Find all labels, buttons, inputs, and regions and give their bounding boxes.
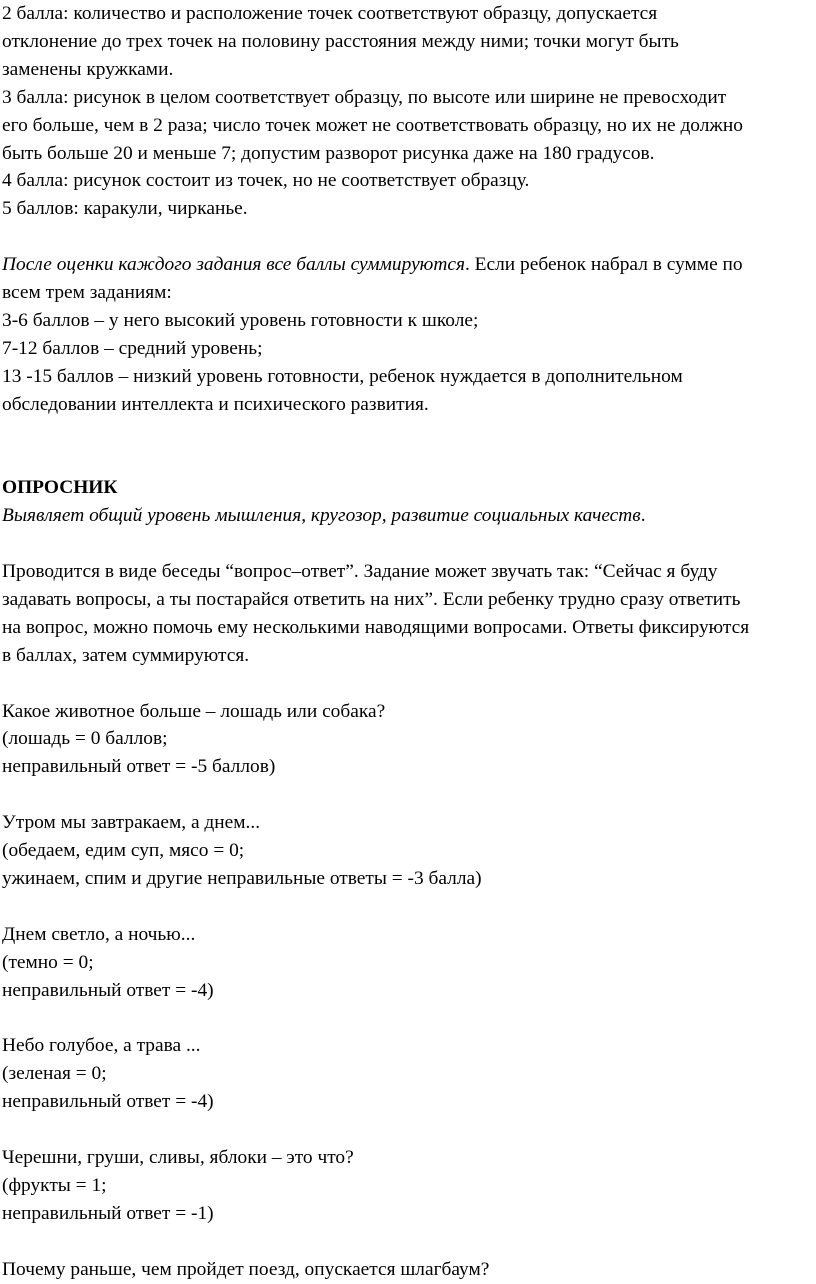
score-2-line-2: отклонение до трех точек на половину расстояния между ними; точки могут быть <box>2 30 679 52</box>
answer-correct: (обедаем, едим суп, мясо = 0; <box>2 840 245 862</box>
description-line-4: в баллах, затем суммируются. <box>2 644 250 666</box>
answer-correct: (фрукты = 1; <box>2 1174 107 1196</box>
score-2-line-3: заменены кружками. <box>2 58 174 80</box>
spacer <box>2 1116 814 1144</box>
spacer <box>2 670 814 698</box>
answer-wrong: неправильный ответ = -5 баллов) <box>2 756 276 778</box>
section-subtitle-line <box>2 502 814 530</box>
question-block <box>2 1144 814 1228</box>
score-3-line-1: 3 балла: рисунок в целом соответствует образцу, по высоте или ширине не превосходит <box>2 86 727 108</box>
summary-intro-line-2: всем трем заданиям: <box>2 282 172 304</box>
answer-wrong: неправильный ответ = -4) <box>2 1091 214 1113</box>
question-text-last: Почему раньше, чем пройдет поезд, опускается шлагбаум? <box>2 1258 490 1280</box>
summary-range-low-line-2: обследовании интеллекта и психического развития. <box>2 393 429 415</box>
spacer <box>2 530 814 558</box>
question-block <box>2 809 814 893</box>
question-text: Утром мы завтракаем, а днем... <box>2 812 261 834</box>
summary-intro-rest: . Если ребенок набрал в сумме по <box>464 254 743 276</box>
score-3-line-3: быть больше 20 и меньше 7; допустим разворот рисунка даже на 180 градусов. <box>2 142 655 164</box>
scoring-criteria <box>2 0 814 223</box>
description-line-1: Проводится в виде беседы “вопрос–ответ”. Задание может звучать так: “Сейчас я буду <box>2 561 718 583</box>
section-subtitle: Выявляет общий уровень мышления, кругозор, развитие социальных качеств <box>2 505 641 527</box>
document-page <box>2 0 814 1284</box>
description-line-3: на вопрос, можно помочь ему несколькими наводящими вопросами. Ответы фиксируются <box>2 616 750 638</box>
summary-range-low-line-1: 13 -15 баллов – низкий уровень готовности, ребенок нуждается в дополнительном <box>2 365 683 387</box>
answer-wrong: ужинаем, спим и другие неправильные ответы = -3 балла) <box>2 868 482 889</box>
question-block <box>2 698 814 782</box>
answer-wrong: неправильный ответ = -1) <box>2 1202 214 1224</box>
section-heading: ОПРОСНИК <box>2 477 118 499</box>
question-block <box>2 1032 814 1116</box>
spacer <box>2 223 814 251</box>
score-5-line: 5 баллов: каракули, чирканье. <box>2 198 248 220</box>
summary-intro-line <box>2 251 814 279</box>
answer-correct: (лошадь = 0 баллов; <box>2 728 168 750</box>
question-text: Небо голубое, а трава ... <box>2 1035 201 1057</box>
question-text: Черешни, груши, сливы, яблоки – это что? <box>2 1147 354 1169</box>
question-text: Какое животное больше – лошадь или собака? <box>2 700 386 722</box>
questionnaire-section <box>2 474 814 1283</box>
spacer <box>2 893 814 921</box>
section-subtitle-dot: . <box>640 505 646 527</box>
spacer <box>2 781 814 809</box>
answer-correct: (темно = 0; <box>2 951 94 973</box>
summary-section <box>2 251 814 418</box>
spacer <box>2 1005 814 1033</box>
question-block <box>2 921 814 1005</box>
answer-wrong: неправильный ответ = -4) <box>2 979 214 1001</box>
summary-intro-italic: После оценки каждого задания все баллы суммируются <box>2 254 465 276</box>
description-line-2: задавать вопросы, а ты постарайся ответить на них”. Если ребенку трудно сразу ответить <box>2 588 741 610</box>
question-text: Днем светло, а ночью... <box>2 923 196 945</box>
summary-range-medium: 7-12 баллов – средний уровень; <box>2 337 263 359</box>
score-4-line: 4 балла: рисунок состоит из точек, но не соответствует образцу. <box>2 170 530 192</box>
score-3-line-2: его больше, чем в 2 раза; число точек может не соответствовать образцу, но их не должно <box>2 114 743 136</box>
answer-correct: (зеленая = 0; <box>2 1063 107 1085</box>
spacer <box>2 1228 814 1256</box>
spacer <box>2 419 814 447</box>
spacer <box>2 446 814 474</box>
summary-range-high: 3-6 баллов – у него высокий уровень готовности к школе; <box>2 309 479 331</box>
score-2-line-1: 2 балла: количество и расположение точек соответствуют образцу, допускается <box>2 3 658 24</box>
